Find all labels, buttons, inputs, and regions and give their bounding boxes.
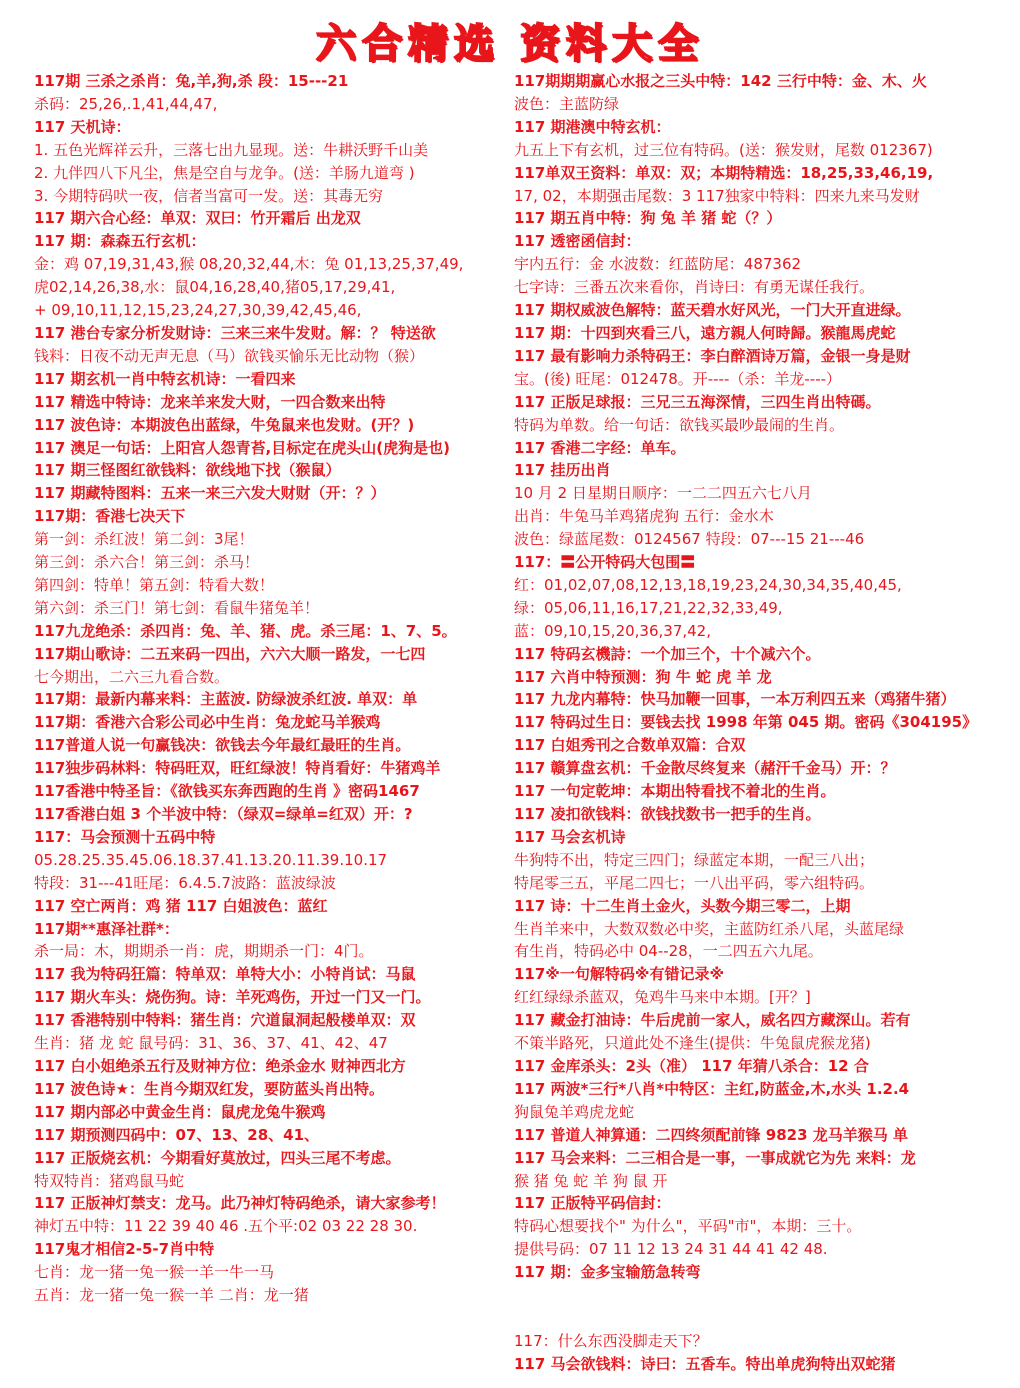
- section-heading-line: 117※一句解特码※有错记录※: [514, 965, 725, 984]
- right-column: [514, 70, 994, 1376]
- text-line: 特双特肖：猪鸡鼠马蛇: [34, 1171, 185, 1190]
- section-heading-line: 117期**惠泽社群*：: [34, 919, 179, 938]
- text-line: 猴 猪 兔 蛇 羊 狗 鼠 开: [514, 1171, 668, 1190]
- text-line: 虎02,14,26,38,水：鼠04,16,28,40,猪05,17,29,41,: [34, 278, 396, 297]
- section-heading-line: 117 期内部必中黄金生肖：鼠虎龙兔牛猴鸡: [34, 1102, 326, 1121]
- section-heading-line: 117 赣算盘玄机：千金散尽终复来（赭汗千金马）开：？: [514, 759, 896, 778]
- text-line: 2. 九伴四八下凡尘，焦是空自与龙争。(送：羊肠九道弯 ): [34, 163, 415, 182]
- text-line: 1. 五色光辉祥云升，三落七出九显现。送：牛耕沃野千山美: [34, 140, 429, 159]
- text-line: [514, 1307, 994, 1330]
- section-heading-line: 117 期藏特图料：五来一来三六发大财财（开：？）: [34, 484, 386, 503]
- text-line: [514, 1284, 994, 1307]
- section-heading-line: 117 期：森森五行玄机：: [34, 232, 206, 251]
- text-line: 金：鸡 07,19,31,43,猴 08,20,32,44,木：兔 01,13,25,37,49,: [34, 255, 464, 274]
- text-line: 钱料：日夜不动无声无息（马）欲钱买愉乐无比动物（猴）: [34, 346, 425, 365]
- section-heading-line: 117 期权威波色解特：蓝天碧水好风光，一门大开直进绿。: [514, 301, 911, 320]
- text-line: 红红绿绿杀蓝双，兔鸡牛马来中本期。[开？]: [514, 988, 811, 1007]
- section-heading-line: 117 期六合心经：单双：双曰：竹开霜后 出龙双: [34, 209, 361, 228]
- left-column: [34, 70, 504, 1307]
- text-line: 特尾零三五，平尾二四七；一八出平码，零六组特码。: [514, 873, 875, 892]
- section-heading-line: 117九龙绝杀：杀四肖：兔、羊、猪、虎。杀三尾：1、7、5。: [34, 621, 457, 640]
- text-line: 蓝：09,10,15,20,36,37,42,: [514, 621, 711, 640]
- text-line: 10 月 2 日星期日顺序：一二二四五六七八月: [514, 484, 812, 503]
- text-line: 有生肖，特码必中 04--28，一二四五六九尾。: [514, 942, 823, 961]
- section-heading-line: 117 波色诗：本期波色出蓝绿，牛兔鼠来也发财。(开？): [34, 415, 415, 434]
- section-heading-line: 117 期港澳中特玄机：: [514, 117, 671, 136]
- text-line: 第一剑：杀红波！第二剑：3尾！: [34, 530, 254, 549]
- section-heading-line: 117 马会欲钱料：诗曰：五香车。特出单虎狗特出双蛇猪: [514, 1354, 896, 1373]
- section-heading-line: 117 香港特别中特料：猪生肖：穴道鼠洞起般楼单双：双: [34, 1011, 416, 1030]
- section-heading-line: 117期：香港六合彩公司必中生肖：兔龙蛇马羊猴鸡: [34, 713, 381, 732]
- text-line: 九五上下有玄机，过三位有特码。(送：猴发财，尾数 012367): [514, 140, 933, 159]
- text-line: 七今期出，二六三九看合数。: [34, 667, 230, 686]
- section-heading-line: 117 澳足一句话：上阳宫人怨青苔,目标定在虎头山(虎狗是也): [34, 438, 450, 457]
- section-heading-line: 117 期玄机一肖中特玄机诗：一看四来: [34, 369, 296, 388]
- section-heading-line: 117 一句定乾坤：本期出特看找不着北的生肖。: [514, 782, 836, 801]
- text-line: 第三剑：杀六合！第三剑：杀马！: [34, 553, 260, 572]
- section-heading-line: 117 九龙内幕特：快马加鞭一回事，一本万利四五来（鸡猪牛猪）: [514, 690, 956, 709]
- text-line: 17, 02，本期强击尾数：3 117独家中特料：四来九来马发财: [514, 186, 920, 205]
- text-line: 05.28.25.35.45.06.18.37.41.13.20.11.39.10.17: [34, 850, 388, 869]
- section-heading-line: 117 藏金打油诗：牛后虎前一家人，威名四方藏深山。若有: [514, 1011, 911, 1030]
- section-heading-line: 117 正版特平码信封：: [514, 1194, 671, 1213]
- text-line: 波色：绿蓝尾数：0124567 特段：07---15 21---46: [514, 530, 865, 549]
- section-heading-line: 117 马会来料：二三相合是一事，一事成就它为先 来料：龙: [514, 1148, 916, 1167]
- section-heading-line: 117香港白姐 3 个半波中特：（绿双=绿单=红双）开：?: [34, 805, 413, 823]
- text-line: 特段：31---41旺尾：6.4.5.7波路：蓝波绿波: [34, 873, 336, 892]
- section-heading-line: 117期：最新内幕来料：主蓝波. 防绿波杀红波. 单双：单: [34, 690, 418, 709]
- section-heading-line: 117鬼才相信2-5-7肖中特: [34, 1240, 215, 1259]
- text-line: 特码为单数。给一句话：欲钱买最吵最闹的生肖。: [514, 415, 845, 434]
- section-heading-line: 117 白姐秀刊之合数单双篇：合双: [514, 736, 746, 755]
- text-line: 绿：05,06,11,16,17,21,22,32,33,49,: [514, 598, 783, 617]
- section-heading-line: 117 马会玄机诗: [514, 827, 626, 846]
- text-line: + 09,10,11,12,15,23,24,27,30,39,42,45,46,: [34, 301, 362, 320]
- text-line: 3. 今期特码吠一夜，信者当富可一发。送：其毒无穷: [34, 186, 384, 205]
- section-heading-line: 117期期期赢心水报之三头中特：142 三行中特：金、木、火: [514, 72, 927, 90]
- page-title: 六合精选 资料大全: [316, 21, 704, 67]
- text-line: 第六剑：杀三门！第七剑：看鼠牛猪兔羊！: [34, 598, 320, 617]
- text-line: 宇内五行：金 水波数：红蓝防尾：487362: [514, 255, 802, 274]
- section-heading-line: 117单双王资料：单双：双；本期特精选：18,25,33,46,19,: [514, 163, 934, 182]
- section-heading-line: 117 特码过生日：要钱去找 1998 年第 045 期。密码《304195》: [514, 713, 978, 732]
- section-heading-line: 117 透密函信封：: [514, 232, 641, 251]
- section-heading-line: 117 普道人神算通：二四终须配前锋 9823 龙马羊猴马 单: [514, 1125, 908, 1144]
- section-heading-line: 117期：香港七决天下: [34, 507, 186, 526]
- section-heading-line: 117 期火车头：烧伤狗。诗：羊死鸡伤，开过一门又一门。: [34, 988, 431, 1007]
- section-heading-line: 117：马会预测十五码中特: [34, 827, 216, 846]
- text-line: 出肖：牛兔马羊鸡猪虎狗 五行：金水木: [514, 507, 774, 526]
- text-line: 牛狗特不出，特定三四门；绿蓝定本期，一配三八出；: [514, 850, 875, 869]
- text-line: 提供号码：07 11 12 13 24 31 44 41 42 48.: [514, 1240, 828, 1259]
- section-heading-line: 117：〓公开特码大包围〓: [514, 553, 696, 572]
- section-heading-line: 117 我为特码狂篇：特单双：单特大小：小特肖试：马鼠: [34, 965, 416, 984]
- text-line: 不策半路死，只道此处不逢生(提供：牛兔鼠虎猴龙猪): [514, 1034, 871, 1053]
- section-heading-line: 117期 三杀之杀肖：兔,羊,狗,杀 段：15---21: [34, 72, 349, 90]
- text-line: 第四剑：特单！第五剑：特看大数！: [34, 575, 275, 594]
- section-heading-line: 117 白小姐绝杀五行及财神方位：绝杀金水 财神西北方: [34, 1056, 406, 1075]
- section-heading-line: 117 期：金多宝输筋急转弯: [514, 1263, 701, 1282]
- text-line: 神灯五中特：11 22 39 40 46 .五个平:02 03 22 28 30.: [34, 1217, 418, 1236]
- section-heading-line: 117 金库杀头：2头（准） 117 年猜八杀合：12 合: [514, 1056, 869, 1075]
- section-heading-line: 117 正版足球报：三兄三五海深情，三四生肖出特碼。: [514, 392, 881, 411]
- section-heading-line: 117 挂历出肖: [514, 461, 611, 480]
- text-line: 特码心想要找个" 为什么"，平码"市"，本期：三十。: [514, 1217, 862, 1236]
- section-heading-line: 117 天机诗：: [34, 117, 131, 136]
- text-line: 宝。(後) 旺尾：012478。开----（杀：羊龙----）: [514, 369, 842, 388]
- section-heading-line: 117 六肖中特预测：狗 牛 蛇 虎 羊 龙: [514, 667, 772, 686]
- section-heading-line: 117 正版神灯禁支：龙马。此乃神灯特码绝杀，请大家参考！: [34, 1194, 446, 1213]
- section-heading-line: 117 精选中特诗：龙来羊来发大财，一四合数来出特: [34, 392, 386, 411]
- text-line: 生肖：猪 龙 蛇 鼠号码：31、36、37、41、42、47: [34, 1034, 388, 1053]
- section-heading-line: 117 香港二字经：单车。: [514, 438, 686, 457]
- text-line: 狗鼠兔羊鸡虎龙蛇: [514, 1102, 635, 1121]
- section-heading-line: 117 期五肖中特：狗 兔 羊 猪 蛇（？）: [514, 209, 782, 228]
- section-heading-line: 117 诗：十二生肖土金火，头数今期三零二，上期: [514, 896, 851, 915]
- section-heading-line: 117 空亡两肖：鸡 猪 117 白姐波色：蓝红: [34, 896, 328, 915]
- section-heading-line: 117普道人说一句赢钱决：欲钱去今年最红最旺的生肖。: [34, 736, 411, 755]
- section-heading-line: 117 港台专家分析发财诗：三来三来牛发财。解：？ 特送欲: [34, 323, 436, 342]
- section-heading-line: 117期山歌诗：二五来码一四出，六六大顺一路发，一七四: [34, 644, 426, 663]
- text-line: 红：01,02,07,08,12,13,18,19,23,24,30,34,35,40,45,: [514, 575, 902, 594]
- section-heading-line: 117 波色诗★：生肖今期双红发，要防蓝头肖出特。: [34, 1079, 384, 1098]
- section-heading-line: 117香港中特圣旨：《欲钱买东奔西跑的生肖 》密码1467: [34, 782, 420, 801]
- section-heading-line: 117 凌扣欲钱料：欲钱找数书一把手的生肖。: [514, 805, 821, 823]
- text-line: 波色：主蓝防绿: [514, 94, 620, 113]
- text-line: 杀一局：木，期期杀一肖：虎，期期杀一门：4门。: [34, 942, 374, 961]
- text-line: 五肖：龙一猪一兔一猴一羊 二肖：龙一猪: [34, 1286, 309, 1305]
- text-line: 七肖：龙一猪一兔一猴一羊一牛一马: [34, 1263, 275, 1282]
- section-heading-line: 117 特码玄機詩：一个加三个，十个减六个。: [514, 644, 821, 663]
- section-heading-line: 117 期三怪图红欲钱料：欲线地下找（猴鼠）: [34, 461, 341, 480]
- section-heading-line: 117 正版烧玄机：今期看好莫放过，四头三尾不考虑。: [34, 1148, 401, 1167]
- section-heading-line: 117 两波*三行*八肖*中特区：主红,防蓝金,木,水头 1.2.4: [514, 1079, 910, 1098]
- section-heading-line: 117独步码林料：特码旺双，旺红绿波！特肖看好：牛猪鸡羊: [34, 759, 441, 778]
- text-line: 生肖羊来中，大数双数必中奖，主蓝防红杀八尾，头蓝尾绿: [514, 919, 905, 938]
- text-line: 117：什么东西没脚走天下？: [514, 1331, 708, 1350]
- section-heading-line: 117 期：十四到夾看三八，遠方親人何時歸。猴龍馬虎蛇: [514, 323, 896, 342]
- text-line: 杀码：25,26,.1,41,44,47,: [34, 94, 218, 113]
- section-heading-line: 117 期预测四码中：07、13、28、41、: [34, 1125, 320, 1144]
- text-line: 七字诗：三番五次来看你，肖诗曰：有勇无谋任我行。: [514, 278, 875, 297]
- section-heading-line: 117 最有影响力杀特码王：李白醉酒诗万篇，金银一身是财: [514, 346, 911, 365]
